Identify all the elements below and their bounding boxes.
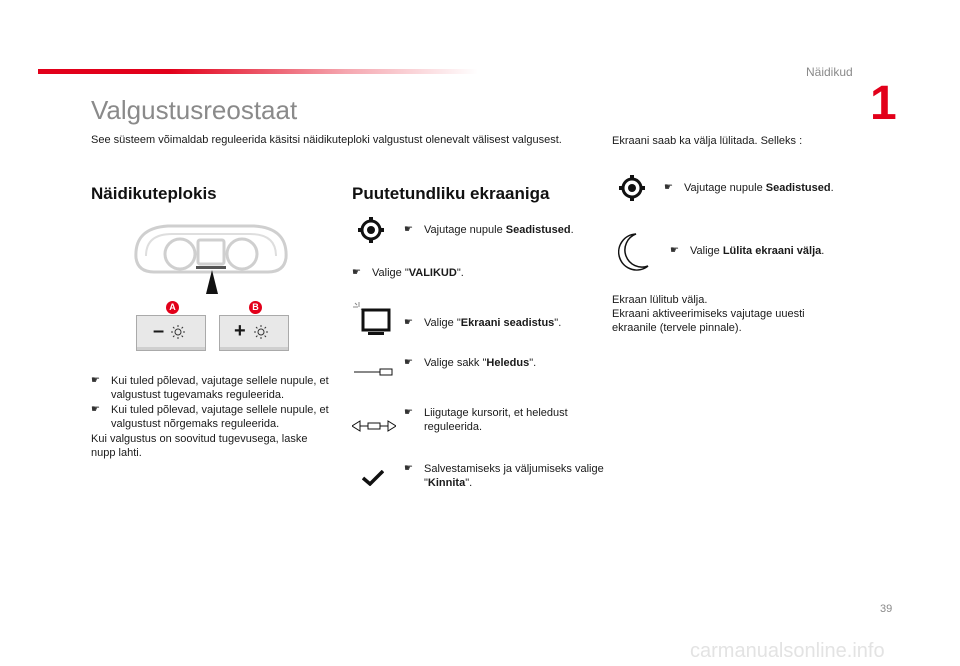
bullet-icon: ☛ xyxy=(404,224,413,235)
arrow-icon xyxy=(206,270,218,301)
brightness-down-button[interactable] xyxy=(136,315,206,351)
bullet-icon: ☛ xyxy=(404,407,413,418)
intro-text: See süsteem võimaldab reguleerida käsitsi näidikuteploki valgustust olenevalt välisest valgusest. xyxy=(91,134,562,146)
right-intro: Ekraani saab ka välja lülitada. Selleks : xyxy=(612,135,803,147)
right-note-2: Ekraani aktiveerimiseks vajutage uuesti ekraanile (tervele pinnale). xyxy=(612,308,805,334)
mid-step-6: ☛ Salvestamiseks ja väljumiseks valige "Kinnita". xyxy=(404,463,604,489)
mid-step-3: ☛ Valige "Ekraani seadistus". xyxy=(404,317,562,329)
mid-step-4: ☛ Valige sakk "Heledus". xyxy=(404,357,537,369)
sun-icon xyxy=(171,325,185,344)
chapter-number: 1 xyxy=(870,77,897,130)
moon-icon xyxy=(618,233,650,276)
left-step-1: ☛ Kui tuled põlevad, vajutage sellele nupule, et valgustust tugevamaks reguleerida. xyxy=(91,375,329,401)
bullet-icon: ☛ xyxy=(404,317,413,328)
gear-icon xyxy=(619,175,645,206)
left-step-2: ☛ Kui tuled põlevad, vajutage sellele nupule, et valgustust nõrgemaks reguleerida. xyxy=(91,404,329,430)
bullet-icon: ☛ xyxy=(352,267,361,278)
chapter-label: Näidikud xyxy=(806,65,853,79)
sun-icon xyxy=(254,325,268,344)
bullet-icon: ☛ xyxy=(404,357,413,368)
section-heading-instrument-panel: Näidikuteplokis xyxy=(91,184,217,203)
badge-a: A xyxy=(166,301,179,314)
bullet-icon: ☛ xyxy=(91,375,100,386)
bullet-icon: ☛ xyxy=(664,182,673,193)
right-step-2: ☛ Valige Lülita ekraani välja. xyxy=(670,245,825,257)
mid-step-2: ☛ Valige "VALIKUD". xyxy=(352,267,464,279)
right-note-1: Ekraan lülitub välja. xyxy=(612,294,708,306)
left-note: Kui valgustus on soovitud tugevusega, laske nupp lahti. xyxy=(91,433,308,459)
brightness-up-button[interactable] xyxy=(219,315,289,351)
bullet-icon: ☛ xyxy=(670,245,679,256)
page-number: 39 xyxy=(880,603,893,615)
minus-label: – xyxy=(153,320,165,342)
mid-step-1: ☛ Vajutage nupule Seadistused. xyxy=(404,224,574,236)
badge-b: B xyxy=(249,301,262,314)
plus-label: + xyxy=(234,320,246,342)
section-heading-touchscreen: Puutetundliku ekraaniga xyxy=(352,184,550,203)
bullet-icon: ☛ xyxy=(91,404,100,415)
monitor-icon xyxy=(353,302,391,343)
bullet-icon: ☛ xyxy=(404,463,413,474)
gear-icon xyxy=(358,217,384,248)
mid-step-5: ☛ Liigutage kursorit, et heledust reguleerida. xyxy=(404,407,568,433)
cursor-arrows-icon xyxy=(352,419,396,437)
slider-icon xyxy=(354,364,394,382)
header-accent-bar xyxy=(38,69,478,74)
watermark: carmanualsonline.info xyxy=(690,640,885,662)
checkmark-icon xyxy=(362,470,384,491)
right-step-1: ☛ Vajutage nupule Seadistused. xyxy=(664,182,834,194)
page-title: Valgustusreostaat xyxy=(91,95,298,125)
